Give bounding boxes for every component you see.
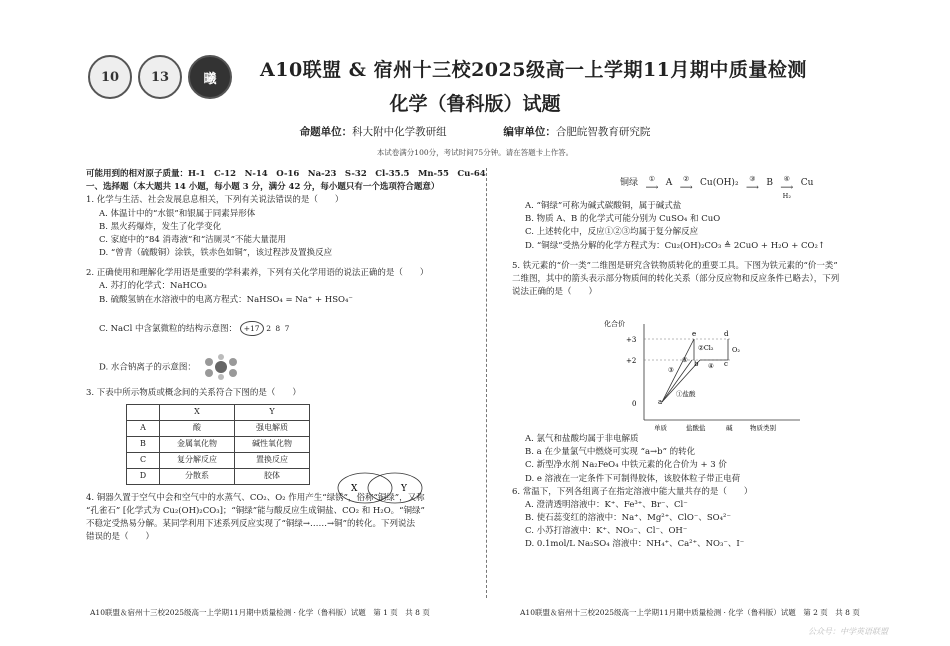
q5-line-1: 5. 铁元素的“价一类”二维图是研究含铁物质转化的重要工具。下图为铁元素的“价一类” [512, 260, 838, 271]
table-cell: 分散系 [160, 468, 235, 484]
graph-mark-1: ①盐酸 [676, 390, 696, 398]
q4-reaction-chain [620, 175, 813, 200]
unit2-value: 合肥皖智教育研究院 [555, 126, 651, 138]
column-divider [486, 168, 488, 598]
q4-option-d: D. “铜绿”受热分解的化学方程式为：Cu₂(OH)₂CO₃ ≜ 2CuO + H₂O + CO₂↑ [525, 240, 826, 251]
table-cell [127, 404, 160, 420]
q2-option-c [86, 321, 486, 337]
table-cell: 酸 [160, 420, 235, 436]
q3-table [126, 404, 310, 485]
table-cell: Y [235, 404, 310, 420]
table-cell: 置换反应 [235, 452, 310, 468]
graph-mark-4: ④ [708, 362, 714, 370]
chain-arrow-2: ② ⟶ [675, 175, 697, 193]
chain-step-1: ① [648, 175, 656, 183]
venn-y-label: Y [401, 484, 407, 494]
right-column-top [512, 200, 839, 299]
q2-option-c-text: C. NaCl 中含氯微粒的结构示意图： [99, 323, 238, 334]
right-column-bottom [512, 433, 752, 552]
table-cell: 复分解反应 [160, 452, 235, 468]
table-row [127, 468, 310, 484]
graph-x-tick: 物质类别 [750, 424, 776, 432]
q4-line-4: 错误的是（ ） [86, 532, 155, 543]
watermark: 公众号：中学英语联盟 [808, 627, 888, 636]
table-cell: D [127, 468, 160, 484]
hydrated-sodium-ion-image [199, 354, 243, 380]
table-cell: 金属氧化物 [160, 436, 235, 452]
q2-option-a: A. 苏打的化学式：NaHCO₃ [99, 281, 207, 292]
q1-option-a: A. 体温计中的“水银”和银属于同素异形体 [99, 208, 256, 219]
page-2-footer: A10联盟＆宿州十三校2025级高一上学期11月期中质量检测 · 化学（鲁科版）试题 第 2 页 共 8 页 [520, 608, 860, 617]
table-row [127, 436, 310, 452]
q2-option-b: B. 硫酸氢钠在水溶液中的电离方程式：NaHSO₄ = Na⁺ + HSO₄⁻ [99, 294, 353, 305]
graph-x-tick: 碱 [726, 424, 733, 432]
q6-option-c: C. 小苏打溶液中：K⁺、NO₃⁻、Cl⁻、OH⁻ [525, 526, 688, 537]
venn-x-label: X [351, 484, 358, 494]
table-row [127, 404, 310, 420]
q2-option-d-text: D. 水合钠离子的示意图： [99, 362, 196, 373]
graph-y-tick: +3 [626, 336, 637, 344]
graph-mark-3: ③ [668, 366, 674, 374]
point-a: a [658, 398, 663, 406]
q1-option-b: B. 黑火药爆炸，发生了化学变化 [99, 221, 222, 232]
exam-title: A10联盟 & 宿州十三校2025级高一上学期11月期中质量检测 [260, 59, 807, 81]
logo-text: 曦 [203, 71, 217, 87]
logo-text: 10 [100, 69, 120, 85]
graph-y-tick: +2 [626, 357, 637, 365]
graph-y-label: 化合价 [604, 320, 625, 328]
unit1-value: 科大附中化学教研组 [352, 126, 447, 138]
table-row [127, 420, 310, 436]
table-cell: 碱性氧化物 [235, 436, 310, 452]
chain-step-4: ④ [783, 175, 790, 183]
exam-note: 本试卷满分100分，考试时间75分钟。请在答题卡上作答。 [376, 148, 574, 157]
unit2-label: 编审单位： [503, 126, 556, 138]
table-cell: 强电解质 [235, 420, 310, 436]
q4-option-a: A. “铜绿”可称为碱式碳酸铜，属于碱式盐 [525, 201, 682, 211]
chain-species-5: Cu [800, 178, 814, 188]
q2-option-d [86, 354, 486, 380]
chain-arrow-4: ④ ⟶ H₂ [776, 175, 798, 200]
q3-venn-diagram [335, 468, 425, 508]
logo-text: 13 [150, 69, 170, 85]
exam-subtitle: 化学（鲁科版）试题 [389, 93, 561, 115]
q1-option-c: C. 家庭中的“84 消毒液”和“洁厕灵”不能大量混用 [99, 234, 287, 245]
unit1-label: 命题单位： [299, 126, 353, 138]
graph-mark-5: ⑤ [682, 356, 688, 364]
table-cell: 胶体 [235, 468, 310, 484]
graph-mark-o2: O₂ [732, 346, 740, 354]
table-cell: A [127, 420, 160, 436]
table-cell: B [127, 436, 160, 452]
q4-line-2: “孔雀石” [化学式为 Cu₂(OH)₂CO₃]；“铜绿”能与酸反应生成铜盐、CO₂ 和 H₂O。“铜绿” [86, 505, 425, 516]
q6-option-d: D. 0.1mol/L Na₂SO₄ 溶液中：NH₄⁺、Ca²⁺、NO₃⁻、I⁻ [525, 539, 745, 550]
q6-stem: 6. 常温下，下列各组离子在指定溶液中能大量共存的是（ ） [512, 486, 753, 497]
electron-shells: 2 8 7 [266, 323, 291, 333]
chain-arrow-3: ③ ⟶ [741, 175, 763, 193]
point-d: d [724, 330, 729, 338]
q5-line-2: 二维图，其中的箭头表示部分物质间的转化关系（部分反应物和反应条件已略去），下列 [512, 273, 840, 284]
graph-x-tick: 单质 [654, 424, 667, 432]
left-column [86, 168, 486, 544]
graph-y-tick: 0 [632, 400, 637, 408]
point-c: c [724, 360, 728, 368]
table-row [127, 452, 310, 468]
q6-option-b: B. 使石蕊变红的溶液中：Na⁺、Mg²⁺、ClO⁻、SO₄²⁻ [525, 513, 731, 524]
section-1-heading: 一、选择题（本大题共 14 小题，每小题 3 分，满分 42 分，每小题只有一个选项符合题意） [86, 182, 440, 193]
q4-option-c: C. 上述转化中，反应①②③均属于复分解反应 [525, 227, 699, 238]
chain-arrow-1: ① ⟶ [641, 175, 663, 193]
q2-stem: 2. 正确使用和理解化学用语是重要的学科素养，下列有关化学用语的说法正确的是（ ） [86, 268, 429, 279]
page-1-footer: A10联盟＆宿州十三校2025级高一上学期11月期中质量检测 · 化学（鲁科版）试题 第 1 页 共 8 页 [90, 608, 430, 617]
q1-option-d: D. “曾青（硫酸铜）涂铁，铁赤色如铜”，该过程涉及置换反应 [99, 248, 333, 259]
q1-stem: 1. 化学与生活、社会发展息息相关，下列有关说法错误的是（ ） [86, 195, 344, 206]
q5-option-c: C. 新型净水剂 Na₂FeO₄ 中铁元素的化合价为 + 3 价 [525, 460, 727, 471]
table-cell: X [160, 404, 235, 420]
q3-stem: 3. 下表中所示物质或概念间的关系符合下图的是（ ） [86, 388, 301, 399]
nucleus-circle: +17 [240, 321, 264, 337]
graph-mark-2: ②Cl₂ [698, 344, 714, 352]
chain-h2-label: H₂ [782, 192, 791, 200]
chain-species-2: A [665, 178, 673, 188]
q5-line-3: 说法正确的是（ ） [512, 287, 598, 298]
atomic-masses: 可能用到的相对原子质量：H-1 C-12 N-14 O-16 Na-23 S-32 Cl-35.5 Mn-55 Cu-64 [86, 169, 486, 179]
q5-option-b: B. a 在少量氯气中燃烧可实现 “a→b” 的转化 [525, 447, 696, 458]
table-cell: C [127, 452, 160, 468]
q5-option-a: A. 氯气和盐酸均属于非电解质 [525, 434, 639, 444]
chain-step-2: ② [683, 175, 690, 183]
point-b: b [694, 360, 699, 368]
q4-line-1: 4. 铜器久置于空气中会和空气中的水蒸气、CO₂、O₂ 作用产生“绿锈”，俗称“铜绿”，又称 [86, 492, 425, 503]
q5-option-d: D. e 溶液在一定条件下可制得胶体，该胶体粒子带正电荷 [525, 473, 741, 484]
chain-species-1: 铜绿 [620, 178, 639, 188]
q4-line-3: 不稳定受热易分解。某同学利用下述系列反应实现了“铜绿→……→铜”的转化。下列说法 [86, 518, 415, 529]
author-units [0, 124, 950, 139]
point-e: e [692, 330, 697, 338]
chain-step-3: ③ [749, 175, 756, 183]
q6-option-a: A. 澄清透明溶液中：K⁺、Fe³⁺、Br⁻、Cl⁻ [525, 499, 688, 510]
chain-species-3: Cu(OH)₂ [700, 178, 739, 188]
graph-x-tick: 盐酸盐 [686, 424, 706, 432]
q4-option-b: B. 物质 A、B 的化学式可能分别为 CuSO₄ 和 CuO [525, 214, 721, 225]
iron-valence-class-graph [600, 316, 810, 434]
chain-species-4: B [766, 178, 773, 188]
